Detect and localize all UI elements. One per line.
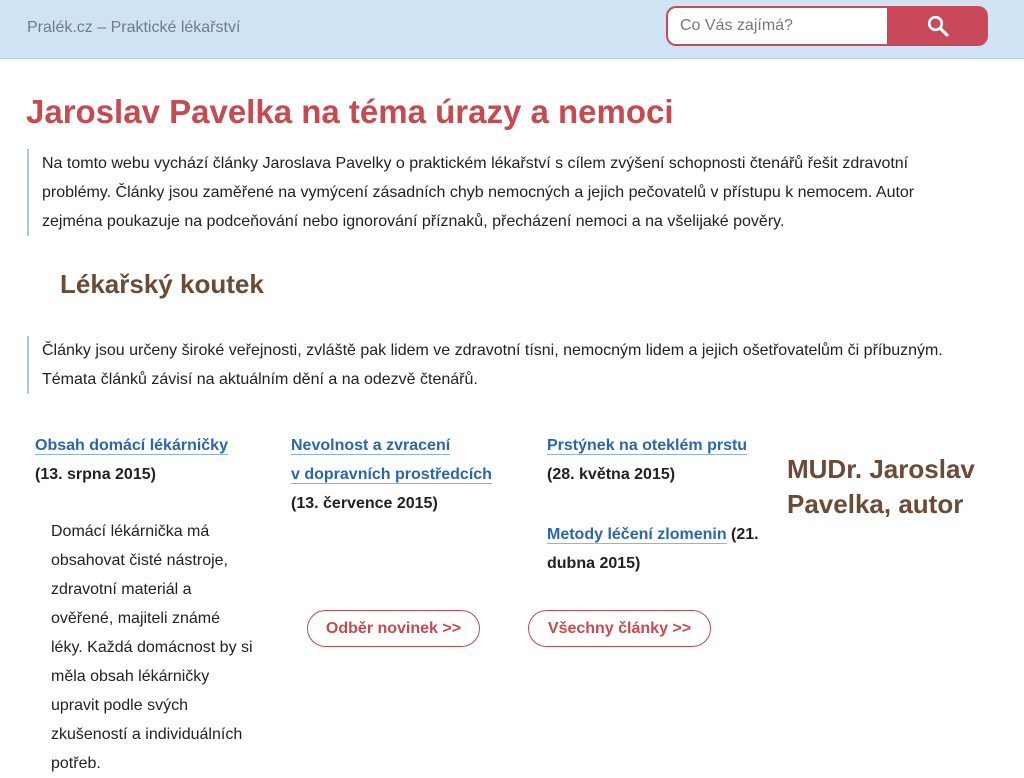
- article-item: [547, 520, 777, 578]
- section-title: Lékařský koutek: [60, 269, 264, 299]
- article-date: dubna 2015): [547, 555, 641, 572]
- article-link[interactable]: Obsah domácí lékárničky: [35, 437, 228, 454]
- article-link[interactable]: Metody léčení zlomenin: [547, 526, 727, 543]
- search-icon: [927, 15, 949, 37]
- page-title: Jaroslav Pavelka na téma úrazy a nemoci: [26, 93, 674, 130]
- author-name: MUDr. Jaroslav Pavelka, autor: [787, 454, 975, 519]
- article-date: (13. srpna 2015): [35, 466, 156, 483]
- all-articles-button[interactable]: Všechny články >>: [528, 610, 711, 647]
- subscribe-button[interactable]: Odběr novinek >>: [307, 610, 480, 647]
- article-date: (13. července 2015): [291, 495, 438, 512]
- article-excerpt: Domácí lékárnička má obsahovat čisté nástroje, zdravotní materiál a ověřené, majiteli známé léky. Každá domácnost by si měla obsah lékárničky upravit podle svých zkušeností a individuálních potřeb.: [51, 523, 253, 772]
- article-item: [547, 431, 777, 489]
- article-link[interactable]: Prstýnek na oteklém prstu: [547, 437, 748, 454]
- search-input[interactable]: [666, 6, 888, 46]
- article-item: [291, 431, 521, 518]
- intro-text: Na tomto webu vychází články Jaroslava Pavelky o praktickém lékařství s cílem zvýšení schopnosti čtenářů řešit zdravotní problémy. Články jsou zaměřené na vymýcení zásadních chyb nemocných a jejich pečovatelů v přístupu k nemocem. Autor zejména poukazuje na podceňování nebo ignorování příznaků, přecházení nemoci a na všelijaké pověry.: [27, 149, 972, 236]
- site-title[interactable]: Pralék.cz – Praktické lékařství: [27, 19, 241, 36]
- article-link[interactable]: v dopravních prostředcích: [291, 466, 492, 483]
- search-button[interactable]: [887, 6, 988, 46]
- search-form: [666, 6, 988, 46]
- article-date: (21.: [731, 526, 759, 543]
- article-link[interactable]: Nevolnost a zvracení: [291, 437, 451, 454]
- top-bar: [0, 0, 1024, 59]
- article-date: (28. května 2015): [547, 466, 676, 483]
- article-item: [35, 431, 265, 489]
- section-description: Články jsou určeny široké veřejnosti, zvláště pak lidem ve zdravotní tísni, nemocným lidem a jejich ošetřovatelům či příbuzným. Témata článků závisí na aktuálním dění a na odezvě čtenářů.: [27, 336, 992, 394]
